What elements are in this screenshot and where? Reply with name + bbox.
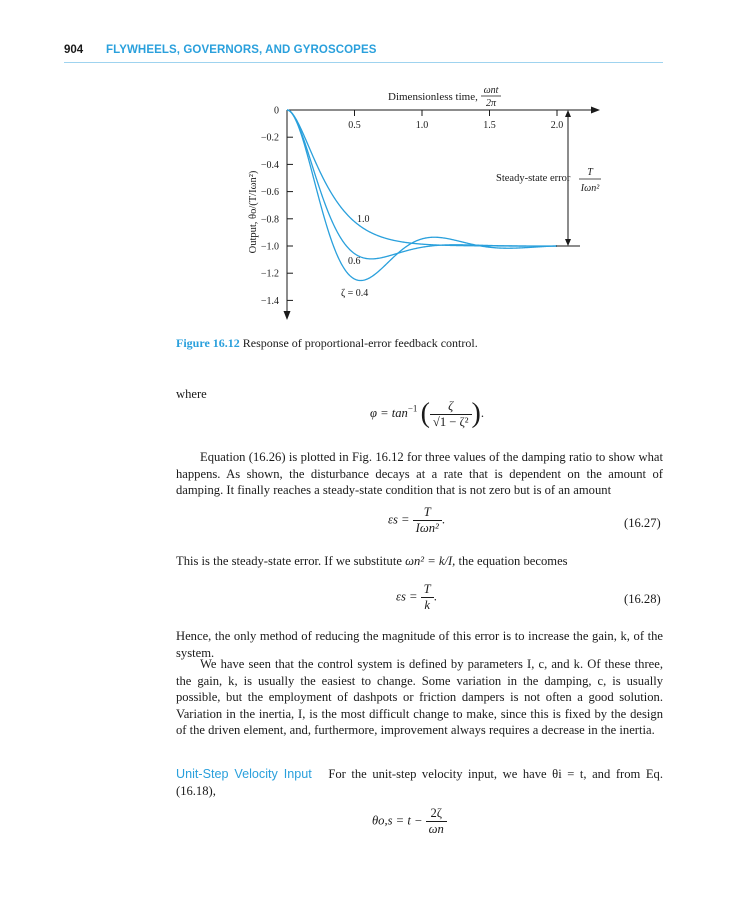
response-chart	[0, 0, 737, 340]
curve-label-zeta-1-0: 1.0	[357, 214, 370, 225]
figure-label: Figure 16.12	[176, 336, 240, 350]
eq-last-num: 2ζ	[430, 806, 442, 820]
eq27-den: Iωn²	[415, 521, 439, 535]
y-axis-arrow	[284, 311, 291, 320]
figure-caption	[176, 336, 478, 351]
steady-state-frac-den: Iωn²	[580, 183, 600, 194]
equation-16-28: εs = $\frac{T}{k}$ .	[396, 582, 437, 612]
eq-last-lhs: θo,s = t −	[372, 813, 423, 828]
eq28-num: T	[423, 582, 431, 596]
y-tick-label: −0.6	[260, 187, 279, 199]
x-axis-title: Dimensionless time,	[388, 91, 478, 103]
phi-den: 1 − ζ²	[439, 414, 469, 429]
x-axis-title-frac-den: 2π	[485, 98, 497, 109]
phi-sup: −1	[407, 403, 418, 414]
section-heading: Unit-Step Velocity Input	[176, 767, 312, 781]
curve-label-zeta-0-4: ζ = 0.4	[341, 288, 369, 299]
y-tick-label: 0	[274, 105, 279, 117]
paragraph-2: This is the steady-state error. If we substitute ωn² = k/I, the equation becomes	[176, 554, 568, 568]
x-tick-label: 1.0	[415, 120, 429, 131]
y-tick-label: −0.4	[260, 159, 279, 171]
paragraph-1: Equation (16.26) is plotted in Fig. 16.12 for three values of the damping ratio to show what happens. As shown, the disturbance decays at a rate that is dependent on the amount of damping. It finally reaches a steady-state condition that is not zero but is of an amount	[176, 450, 663, 497]
x-axis-title-frac-num: ωnt	[483, 85, 499, 96]
paragraph-3: Hence, the only method of reducing the magnitude of this error is to increase the gain, k, of the system.	[176, 629, 663, 660]
axis-ticks	[261, 106, 563, 307]
response-curve-zeta-0-4	[287, 110, 557, 281]
equation-number-16-27: (16.27)	[624, 516, 661, 530]
response-curves	[287, 110, 557, 281]
figure-caption-text: Response of proportional-error feedback control.	[242, 336, 478, 350]
y-tick-label: −1.0	[260, 241, 279, 253]
eq27-lhs: εs =	[388, 512, 410, 527]
paragraph-4: We have seen that the control system is defined by parameters I, c, and k. Of these three, the gain, k, is usually the easiest to change. Some variation in the damping, c, is usually possible, but the employment of dashpots or friction dampers is not often a good solution. Variation in the inertia, I, is the most difficult change to make, since this is fixed by the design of the driven element, and, furthermore, improvement always requires a decrease in the inertia.	[176, 657, 663, 737]
chart-axes	[284, 107, 601, 321]
eq28-den: k	[424, 598, 430, 612]
y-tick-label: −0.8	[260, 214, 279, 226]
running-head: FLYWHEELS, GOVERNORS, AND GYROSCOPES	[106, 44, 377, 56]
equation-number-16-28: (16.28)	[624, 592, 661, 606]
equation-phi: $\varphi = \tan^{-1}$ ( $\frac{\zeta}{\text{√1 − ζ²}}$ ).	[370, 398, 485, 429]
equation-16-27: εs = $\frac{T}{\text{Iωn²}}$ .	[388, 505, 445, 535]
y-axis-title: Output, θo/(T/Iωn²)	[248, 170, 259, 254]
steady-state-arrow-bottom	[565, 239, 571, 246]
x-tick-label: 2.0	[550, 120, 564, 131]
eq27-num: T	[423, 505, 431, 519]
response-curve-zeta-0-6	[287, 110, 557, 259]
x-axis-arrow	[591, 107, 600, 114]
eq28-lhs: εs =	[396, 589, 418, 604]
x-tick-label: 0.5	[348, 120, 361, 131]
equation-theta-os	[372, 806, 447, 837]
where-text: where	[176, 387, 207, 401]
phi-lhs: φ = tan	[370, 405, 408, 420]
page-number: 904	[64, 44, 84, 56]
curve-label-zeta-0-6: 0.6	[348, 256, 361, 267]
steady-state-marker	[496, 110, 601, 246]
x-tick-label: 1.5	[483, 120, 496, 131]
steady-state-frac-num: T	[587, 167, 593, 178]
y-tick-label: −1.4	[260, 295, 279, 307]
paragraph-5: Unit-Step Velocity Input For the unit-step velocity input, we have θi = t, and from Eq. (16.18),	[176, 767, 663, 798]
y-tick-label: −0.2	[260, 132, 279, 144]
phi-num: ζ	[448, 398, 454, 413]
steady-state-arrow-top	[565, 110, 571, 117]
steady-state-label: Steady-state error	[496, 173, 571, 184]
y-tick-label: −1.2	[260, 268, 279, 280]
eq-last-den: ωn	[428, 822, 444, 836]
